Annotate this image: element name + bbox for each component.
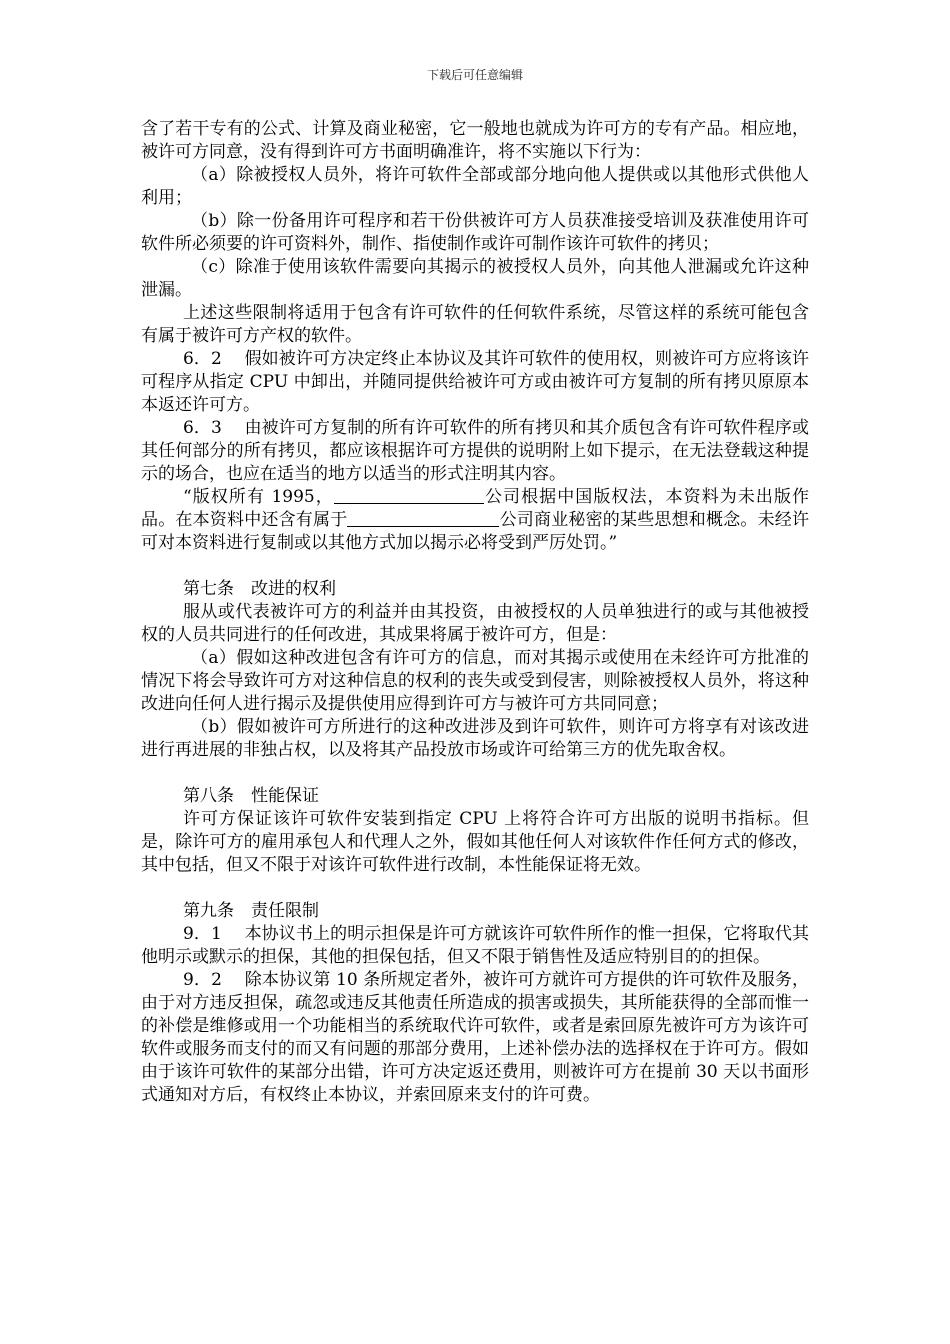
company-name-blank [347, 509, 499, 527]
spacer [141, 762, 809, 785]
notice-text: “版权所有 1995， [183, 487, 334, 507]
document-body [141, 118, 809, 1107]
page-header: 下载后可任意编辑 [426, 68, 523, 82]
clause-item-b: （b）假如被许可方所进行的这种改进涉及到许可软件，则许可方将享有对该改进进行再进展的非独占权，以及将其产品投放市场或许可给第三方的优先取舍权。 [141, 717, 809, 760]
clause-6-3: 6．3 由被许可方复制的所有许可软件的所有拷贝和其介质包含有许可软件程序或其任何部分的所有拷贝，都应该根据许可方提供的说明附上如下提示，在无法登载这种提示的场合，也应在适当的地方以适当的形式注明其内容。 [141, 418, 809, 484]
article-9-heading: 第九条 责任限制 [183, 901, 319, 921]
clause-item-a: （a）假如这种改进包含有许可方的信息，而对其揭示或使用在未经许可方批准的情况下将会导致许可方对这种信息的权利的丧失或受到侵害，则除被授权人员外，将这种改进向任何人进行揭示及提供使用应得到许可方与被许可方共同同意； [141, 648, 809, 714]
paragraph: 上述这些限制将适用于包含有许可软件的任何软件系统，尽管这样的系统可能包含有属于被许可方产权的软件。 [141, 303, 809, 346]
paragraph: 服从或代表被许可方的利益并由其投资，由被授权的人员单独进行的或与其他被授权的人员共同进行的任何改进，其成果将属于被许可方，但是： [141, 602, 809, 645]
notice-text: 公司商业秘密的某些思想和概念。未经许可对本资料进行复制或以其他方式加以揭示必将受到严厉处罚。” [141, 510, 810, 553]
article-7-heading: 第七条 改进的权利 [183, 579, 336, 599]
clause-item-c: （c）除准于使用该软件需要向其揭示的被授权人员外，向其他人泄漏或允许这种泄漏。 [141, 257, 809, 300]
spacer [141, 877, 809, 900]
clause-9-2: 9．2 除本协议第 10 条所规定者外，被许可方就许可方提供的许可软件及服务，由于对方违反担保，疏忽或违反其他责任所造成的损害或损失，其所能获得的全部而惟一的补偿是维修或用一个功能相当的系统取代许可软件，或者是索回原先被许可方为该许可软件或服务而支付的而又有问题的那部分费用，上述补偿办法的选择权在于许可方。假如由于该许可软件的某部分出错，许可方决定返还费用，则被许可方在提前 30 天以书面形式通知对方后，有权终止本协议，并索回原来支付的许可费。 [141, 970, 809, 1105]
article-8-heading: 第八条 性能保证 [183, 786, 319, 806]
clause-item-a: （a）除被授权人员外，将许可软件全部或部分地向他人提供或以其他形式供他人利用； [141, 165, 809, 208]
paragraph: 许可方保证该许可软件安装到指定 CPU 上将符合许可方出版的说明书指标。但是，除许可方的雇用承包人和代理人之外，假如其他任何人对该软件作任何方式的修改，其中包括，但又不限于对该许可软件进行改制，本性能保证将无效。 [141, 809, 809, 875]
company-name-blank [334, 486, 484, 504]
spacer [141, 555, 809, 578]
clause-6-2: 6．2 假如被许可方决定终止本协议及其许可软件的使用权，则被许可方应将该许可程序从指定 CPU 中卸出，并随同提供给被许可方或由被许可方复制的所有拷贝原原本本返还许可方。 [141, 349, 809, 415]
copyright-notice [141, 486, 809, 555]
clause-item-b: （b）除一份备用许可程序和若干份供被许可方人员获准接受培训及获准使用许可软件所必须要的许可资料外，制作、指使制作或许可制作该许可软件的拷贝； [141, 211, 809, 254]
notice-text: 公司根据中国版权法，本资料为未出版作品。在本资料中还含有属于 [141, 487, 810, 530]
clause-9-1: 9．1 本协议书上的明示担保是许可方就该许可软件所作的惟一担保，它将取代其他明示或默示的担保，其他的担保包括，但又不限于销售性及适应特别目的的担保。 [141, 924, 809, 967]
paragraph: 含了若干专有的公式、计算及商业秘密，它一般地也就成为许可方的专有产品。相应地，被许可方同意，没有得到许可方书面明确准许，将不实施以下行为： [141, 119, 809, 162]
